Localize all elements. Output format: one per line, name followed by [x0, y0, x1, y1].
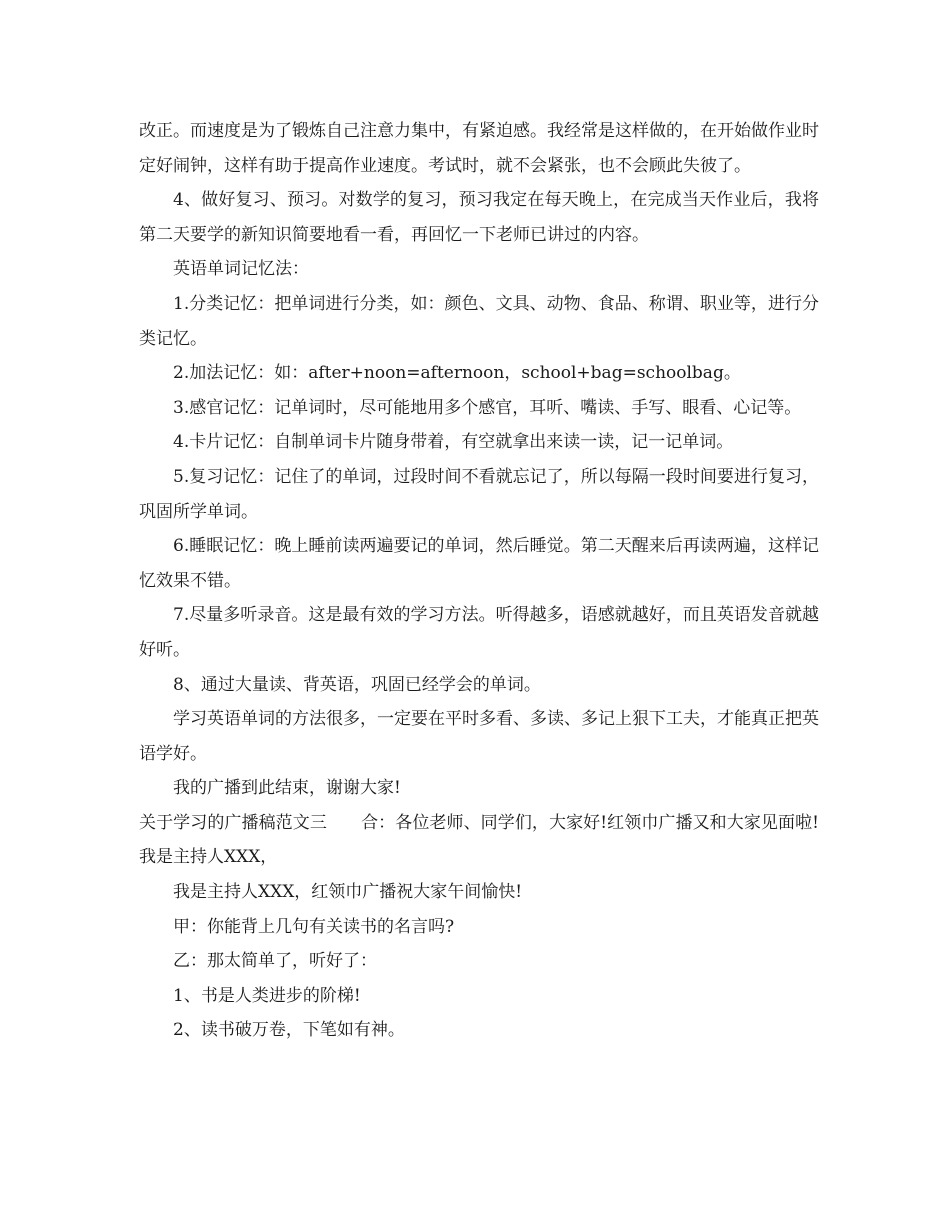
dialogue-line-jia: 甲：你能背上几句有关读书的名言吗?: [173, 916, 455, 937]
quote-item-1: 1、书是人类进步的阶梯!: [173, 985, 361, 1006]
list-item-review: 5.复习记忆：记住了的单词，过段时间不看就忘记了，所以每隔一段时间要进行复习，巩固所学单词。: [139, 466, 819, 522]
list-item-listening: 7.尽量多听录音。这是最有效的学习方法。听得越多，语感就越好，而且英语发音就越好听。: [139, 605, 819, 660]
list-item-sleep: 6.睡眠记忆：晚上睡前读两遍要记的单词，然后睡觉。第二天醒来后再读两遍，这样记忆效果不错。: [139, 536, 819, 591]
list-item-classification: 1.分类记忆：把单词进行分类，如：颜色、文具、动物、食品、称谓、职业等，进行分类记忆。: [139, 293, 819, 349]
paragraph-review-preview: 4、做好复习、预习。对数学的复习，预习我定在每天晚上，在完成当天作业后，我将第二天要学的新知识简要地看一看，再回忆一下老师已讲过的内容。: [139, 190, 819, 245]
dialogue-line-yi: 乙：那太简单了，听好了：: [173, 951, 377, 972]
paragraph-continuation: 改正。而速度是为了锻炼自己注意力集中，有紧迫感。我经常是这样做的，在开始做作业时定好闹钟，这样有助于提高作业速度。考试时，就不会紧张，也不会顾此失彼了。: [139, 121, 819, 176]
section-heading-english-vocab: 英语单词记忆法：: [173, 259, 309, 280]
list-item-senses: 3.感官记忆：记单词时，尽可能地用多个感官，耳听、嘴读、手写、眼看、心记等。: [173, 397, 802, 418]
document-body: [139, 114, 819, 1048]
list-item-addition: 2.加法记忆：如：after+noon=afternoon，school+bag=schoolbag。: [173, 363, 741, 384]
paragraph-summary: 学习英语单词的方法很多，一定要在平时多看、多读、多记上狠下工夫，才能真正把英语学好。: [139, 709, 819, 764]
list-item-flashcards: 4.卡片记忆：自制单词卡片随身带着，有空就拿出来读一读，记一记单词。: [173, 432, 734, 453]
section-title-broadcast-three: 关于学习的广播稿范文三 合：各位老师、同学们，大家好!红领巾广播又和大家见面啦!我是主持人XXX，: [139, 812, 819, 868]
quote-item-2: 2、读书破万卷，下笔如有神。: [173, 1020, 405, 1041]
list-item-reading: 8、通过大量读、背英语，巩固已经学会的单词。: [173, 674, 541, 695]
paragraph-closing: 我的广播到此结束，谢谢大家!: [173, 778, 401, 799]
paragraph-host-greeting: 我是主持人XXX，红领巾广播祝大家午间愉快!: [173, 882, 523, 903]
